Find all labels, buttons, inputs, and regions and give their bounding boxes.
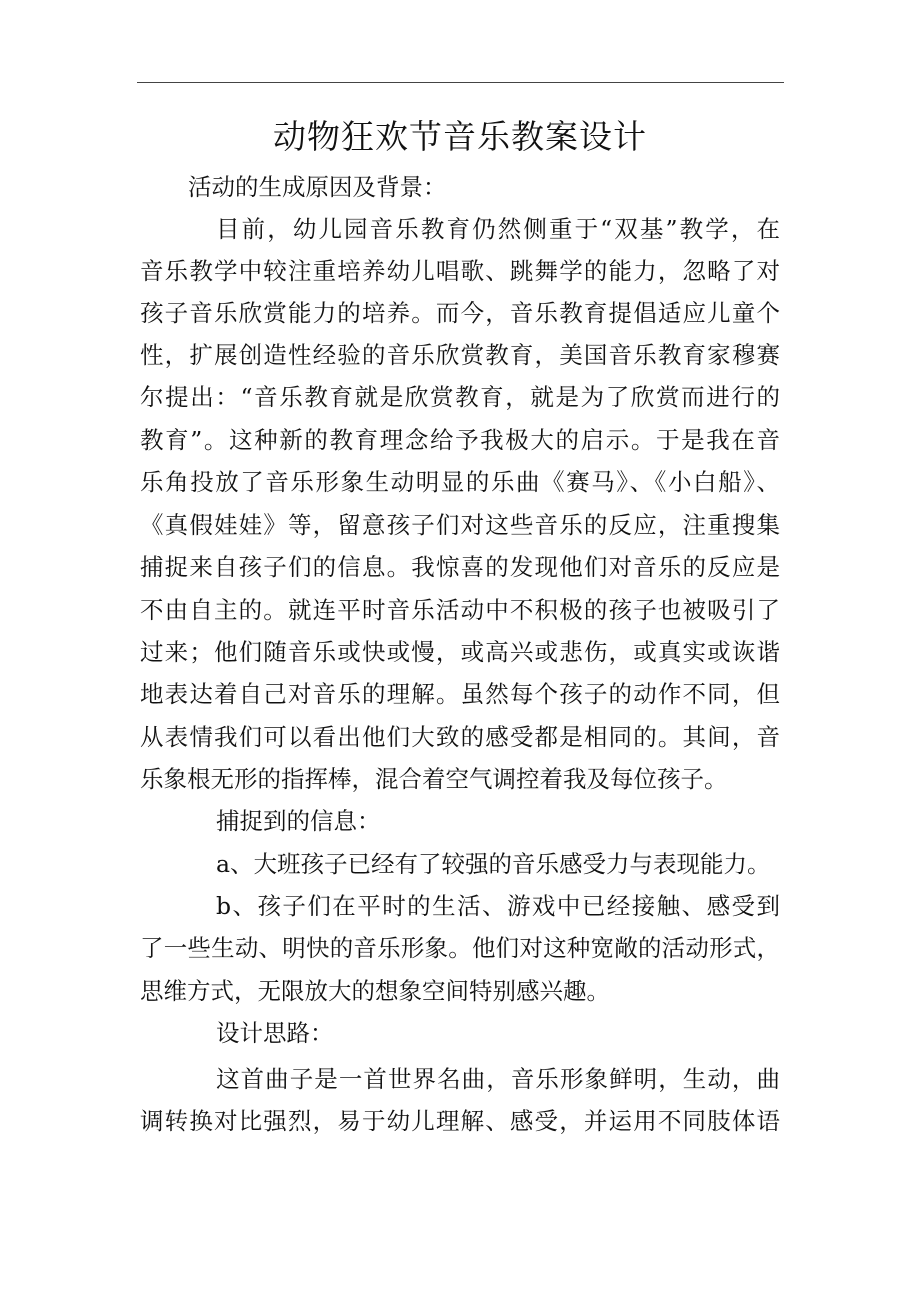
section-heading-design: 设计思路： (216, 1019, 334, 1047)
paragraph-line: 目前，幼儿园音乐教育仍然侧重于“双基”教学，在 (216, 215, 780, 243)
paragraph-line: 调转换对比强烈，易于幼儿理解、感受，并运用不同肢体语 (140, 1107, 780, 1135)
paragraph-line: 《真假娃娃》等，留意孩子们对这些音乐的反应，注重搜集 (140, 511, 780, 539)
paragraph-line: 思维方式，无限放大的想象空间特别感兴趣。 (140, 977, 610, 1005)
list-item-a: a、大班孩子已经有了较强的音乐感受力与表现能力。 (216, 850, 771, 878)
paragraph-line: 这首曲子是一首世界名曲，音乐形象鲜明，生动，曲 (216, 1065, 780, 1093)
paragraph-line: 从表情我们可以看出他们大致的感受都是相同的。其间，音 (140, 723, 780, 751)
paragraph-line: 地表达着自己对音乐的理解。虽然每个孩子的动作不同，但 (140, 680, 780, 708)
paragraph-line: 尔提出：“音乐教育就是欣赏教育，就是为了欣赏而进行的 (140, 383, 780, 411)
paragraph-line: 音乐教学中较注重培养幼儿唱歌、跳舞学的能力，忽略了对 (140, 257, 780, 285)
header-rule (137, 82, 784, 83)
section-heading-information: 捕捉到的信息： (216, 807, 381, 835)
section-heading-background: 活动的生成原因及背景： (188, 173, 447, 201)
paragraph-line: 乐角投放了音乐形象生动明显的乐曲《赛马》、《小白船》、 (140, 468, 780, 496)
paragraph-line: 不由自主的。就连平时音乐活动中不积极的孩子也被吸引了 (140, 596, 780, 624)
paragraph-line: 乐象根无形的指挥棒，混合着空气调控着我及每位孩子。 (140, 765, 728, 793)
paragraph-line: 性，扩展创造性经验的音乐欣赏教育，美国音乐教育家穆赛 (140, 341, 780, 369)
list-item-b: b、孩子们在平时的生活、游戏中已经接触、感受到 (216, 892, 780, 920)
paragraph-line: 过来；他们随音乐或快或慢，或高兴或悲伤，或真实或诙谐 (140, 638, 780, 666)
paragraph-line: 了一些生动、明快的音乐形象。他们对这种宽敞的活动形式， (140, 934, 780, 962)
paragraph-line: 教育”。这种新的教育理念给予我极大的启示。于是我在音 (140, 426, 780, 454)
paragraph-line: 孩子音乐欣赏能力的培养。而今，音乐教育提倡适应儿童个 (140, 299, 780, 327)
document-title: 动物狂欢节音乐教案设计 (273, 117, 647, 156)
paragraph-line: 捕捉来自孩子们的信息。我惊喜的发现他们对音乐的反应是 (140, 553, 780, 581)
